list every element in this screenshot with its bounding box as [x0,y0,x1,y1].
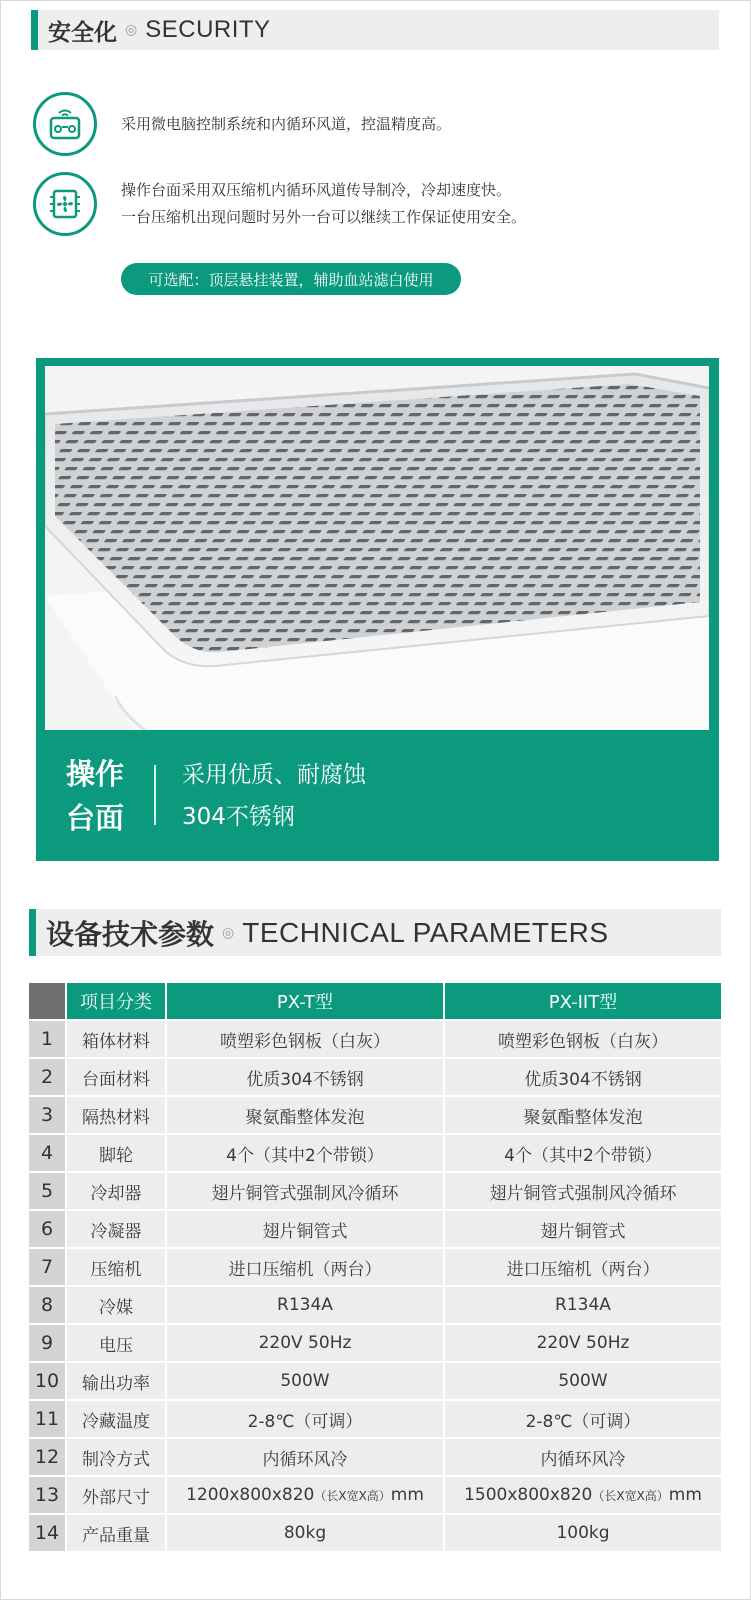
header-model-b: PX-IIT型 [443,983,721,1019]
row-value-b: 4个（其中2个带锁） [443,1135,721,1171]
section-accent-bar [29,909,36,956]
row-value-a: 进口压缩机（两台） [165,1249,443,1285]
table-header-row [29,983,721,1019]
row-name: 隔热材料 [65,1097,165,1133]
row-value-b [443,1477,721,1513]
dimension-value: 1500x800x820 [464,1485,593,1505]
row-value-a: R134A [165,1287,443,1323]
security-title-cn: 安全化 [48,19,117,46]
row-index: 1 [29,1021,65,1057]
dimension-unit: mm [668,1485,702,1505]
row-name: 冷凝器 [65,1211,165,1247]
table-row [29,1211,721,1247]
row-name: 脚轮 [65,1135,165,1171]
table-row [29,1363,721,1399]
table-row [29,1173,721,1209]
row-value-a: 喷塑彩色钢板（白灰） [165,1021,443,1057]
row-name: 电压 [65,1325,165,1361]
fan-chip-icon [33,172,97,236]
section-accent-bar [31,10,38,50]
row-index: 9 [29,1325,65,1361]
row-value-b: 220V 50Hz [443,1325,721,1361]
feature-line: 一台压缩机出现问题时另外一台可以继续工作保证使用安全。 [121,208,527,226]
header-model-a: PX-T型 [165,983,443,1019]
table-row [29,1515,721,1551]
caption-text-line: 304不锈钢 [182,804,295,830]
worktop-feature-panel [36,358,719,861]
table-row [29,1439,721,1475]
row-index: 14 [29,1515,65,1551]
tech-title-cn: 设备技术参数 [46,917,215,951]
table-row [29,1401,721,1437]
table-row [29,1135,721,1171]
row-value-a: 220V 50Hz [165,1325,443,1361]
feature-description [121,111,451,138]
row-name: 外部尺寸 [65,1477,165,1513]
row-name: 产品重量 [65,1515,165,1551]
row-name: 制冷方式 [65,1439,165,1475]
table-row [29,1249,721,1285]
row-name: 压缩机 [65,1249,165,1285]
row-value-b: 100kg [443,1515,721,1551]
caption-title-line: 台面 [66,801,125,835]
caption-title [66,752,136,840]
table-row [29,1097,721,1133]
title-separator: ◎ [125,22,138,38]
caption-divider [154,765,156,825]
row-value-a: 2-8℃（可调） [165,1401,443,1437]
feature-line: 操作台面采用双压缩机内循环风道传导制冷，冷却速度快。 [121,181,512,199]
row-index: 7 [29,1249,65,1285]
row-index: 12 [29,1439,65,1475]
feature-row-cooling [33,172,526,236]
row-name: 箱体材料 [65,1021,165,1057]
header-category: 项目分类 [65,983,165,1019]
control-panel-icon [33,92,97,156]
row-index: 6 [29,1211,65,1247]
row-index: 11 [29,1401,65,1437]
dimension-unit-note: （长X宽X高） [592,1489,669,1503]
row-index: 3 [29,1097,65,1133]
tech-title-en: TECHNICAL PARAMETERS [242,916,609,948]
table-row [29,1477,721,1513]
row-value-a: 80kg [165,1515,443,1551]
worktop-photo [45,366,709,730]
table-row [29,1287,721,1323]
feature-row-control [33,92,451,156]
row-value-b: 喷塑彩色钢板（白灰） [443,1021,721,1057]
row-value-b: 进口压缩机（两台） [443,1249,721,1285]
row-index: 10 [29,1363,65,1399]
row-name: 台面材料 [65,1059,165,1095]
caption-text-line: 采用优质、耐腐蚀 [182,762,366,788]
row-name: 输出功率 [65,1363,165,1399]
table-row [29,1021,721,1057]
caption-text [182,754,366,838]
row-index: 4 [29,1135,65,1171]
optional-config-badge: 可选配：顶层悬挂装置，辅助血站滤白使用 [121,263,461,295]
security-section-header [31,10,719,50]
row-value-a: 聚氨酯整体发泡 [165,1097,443,1133]
row-index: 2 [29,1059,65,1095]
row-value-a: 内循环风冷 [165,1439,443,1475]
row-index: 8 [29,1287,65,1323]
caption-title-line: 操作 [66,757,125,791]
header-index [29,983,65,1019]
dimension-value: 1200x800x820 [186,1485,315,1505]
dimension-unit-note: （长X宽X高） [314,1489,391,1503]
row-value-a [165,1477,443,1513]
table-row [29,1059,721,1095]
row-value-a: 优质304不锈钢 [165,1059,443,1095]
feature-description [121,177,526,231]
row-value-a: 翅片铜管式强制风冷循环 [165,1173,443,1209]
row-value-a: 4个（其中2个带锁） [165,1135,443,1171]
row-value-b: 聚氨酯整体发泡 [443,1097,721,1133]
row-name: 冷媒 [65,1287,165,1323]
row-value-b: 500W [443,1363,721,1399]
row-name: 冷却器 [65,1173,165,1209]
row-value-b: 优质304不锈钢 [443,1059,721,1095]
security-title-en: SECURITY [145,16,271,43]
row-value-b: 翅片铜管式 [443,1211,721,1247]
table-row [29,1325,721,1361]
worktop-caption [36,730,719,861]
row-index: 13 [29,1477,65,1513]
row-value-a: 500W [165,1363,443,1399]
row-index: 5 [29,1173,65,1209]
dimension-unit: mm [390,1485,424,1505]
row-value-a: 翅片铜管式 [165,1211,443,1247]
row-value-b: R134A [443,1287,721,1323]
row-value-b: 内循环风冷 [443,1439,721,1475]
tech-section-header [29,909,721,956]
tech-params-table [29,981,721,1553]
row-name: 冷藏温度 [65,1401,165,1437]
title-separator: ◎ [222,924,235,941]
feature-line: 采用微电脑控制系统和内循环风道，控温精度高。 [121,114,452,133]
row-value-b: 2-8℃（可调） [443,1401,721,1437]
row-value-b: 翅片铜管式强制风冷循环 [443,1173,721,1209]
